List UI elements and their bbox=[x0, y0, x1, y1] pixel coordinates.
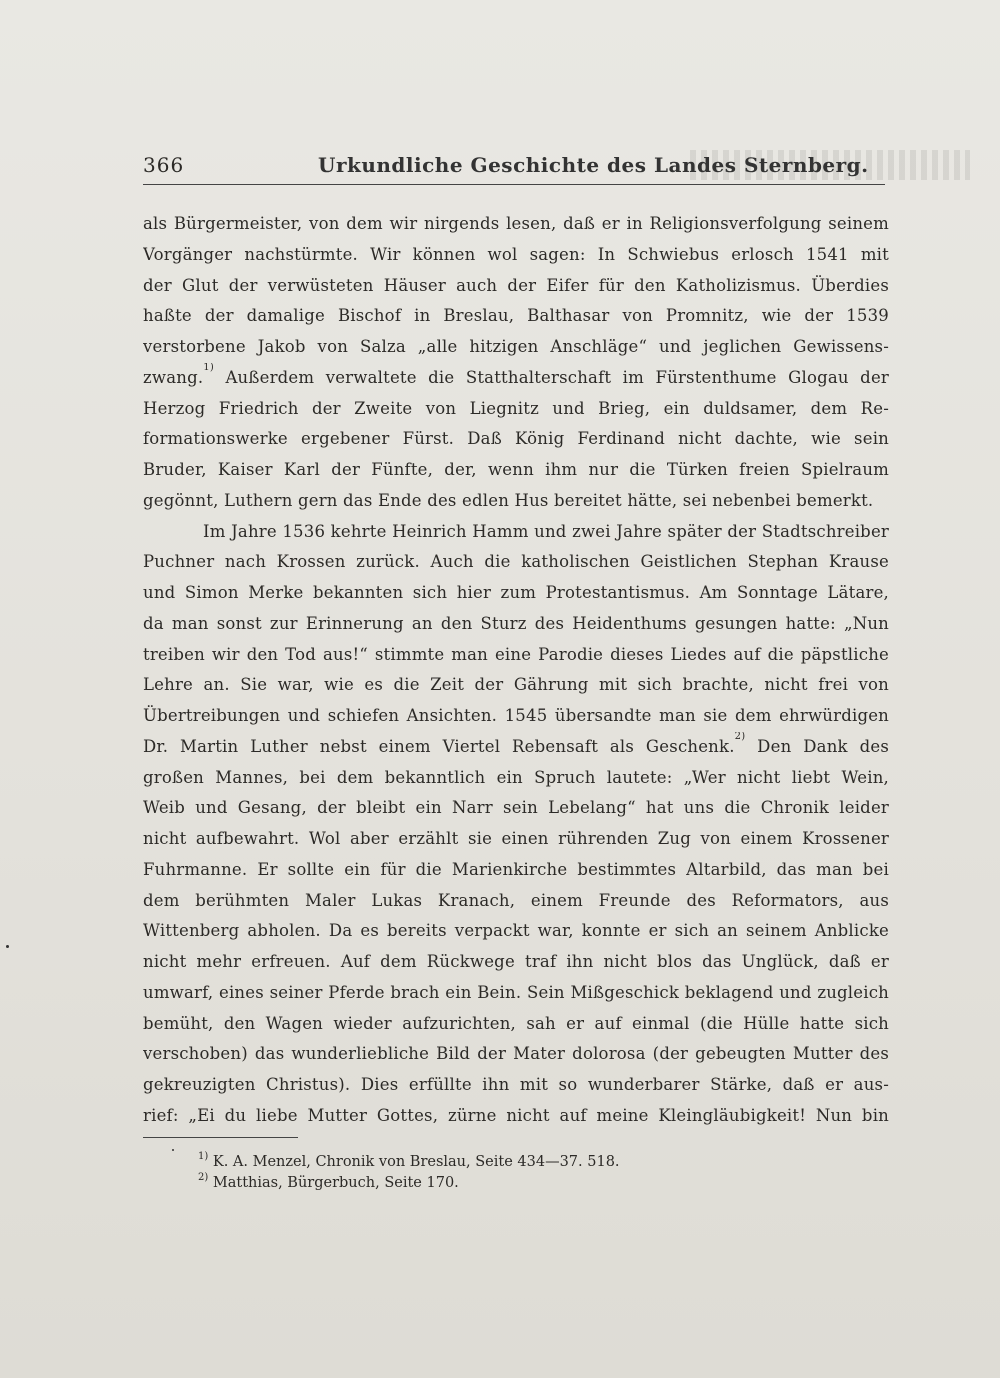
line-text: zwang. bbox=[143, 367, 204, 387]
text-line bbox=[143, 609, 889, 640]
footnote-text: K. A. Menzel, Chronik von Breslau, Seite 434—37. 518. bbox=[208, 1154, 620, 1170]
text-line bbox=[143, 916, 889, 947]
text-line bbox=[143, 486, 889, 517]
line-text: Dr. Martin Luther nebst einem Viertel Rebensaft als Geschenk. bbox=[143, 736, 735, 756]
text-line bbox=[143, 301, 889, 332]
line-text: nicht mehr erfreuen. Auf dem Rückwege traf ihn nicht blos das Unglück, daß er bbox=[143, 952, 889, 971]
text-line bbox=[143, 732, 889, 763]
text-line bbox=[143, 947, 889, 978]
line-text: treiben wir den Tod aus!“ stimmte man eine Parodie dieses Liedes auf die päpstliche bbox=[143, 644, 889, 664]
line-text: als Bürgermeister, von dem wir nirgends lesen, daß er in Religionsverfolgung seinem bbox=[143, 214, 889, 233]
scan-speck bbox=[172, 1149, 174, 1151]
footnote-reference: 1) bbox=[203, 362, 214, 373]
text-line bbox=[143, 209, 889, 240]
footnote-reference: 2) bbox=[734, 731, 746, 742]
line-text: umwarf, eines seiner Pferde brach ein Bein. Sein Mißgeschick beklagend und zugleich bbox=[143, 982, 889, 1002]
text-line bbox=[143, 701, 889, 732]
text-line bbox=[143, 793, 889, 824]
footnote-rule bbox=[143, 1137, 298, 1138]
text-line bbox=[143, 1039, 889, 1070]
line-text: Den Dank des bbox=[745, 736, 889, 756]
text-line bbox=[143, 855, 889, 886]
header-rule bbox=[143, 184, 885, 185]
footnote bbox=[198, 1173, 798, 1194]
line-text: Übertreibungen und schiefen Ansichten. 1545 übersandte man sie dem ehrwürdigen bbox=[143, 706, 889, 725]
line-text: großen Mannes, bei dem bekanntlich ein Spruch lautete: „Wer nicht liebt Wein, bbox=[143, 767, 889, 787]
line-text: der Glut der verwüsteten Häuser auch der Eifer für den Katholizismus. Überdies bbox=[143, 275, 889, 295]
line-text: verschoben) das wunderliebliche Bild der Mater dolorosa (der gebeugten Mutter des bbox=[143, 1044, 889, 1064]
text-line bbox=[143, 271, 889, 302]
footnote-mark: 2) bbox=[198, 1172, 209, 1183]
footnote-text: Matthias, Bürgerbuch, Seite 170. bbox=[208, 1175, 459, 1191]
line-text: da man sonst zur Erinnerung an den Sturz des Heidenthums gesungen hatte: „Nun bbox=[143, 613, 889, 633]
text-line bbox=[143, 363, 889, 394]
text-line bbox=[143, 1101, 889, 1132]
line-text: und Simon Merke bekannten sich hier zum Protestantismus. Am Sonntage Lätare, bbox=[143, 583, 889, 602]
line-text: bemüht, den Wagen wieder aufzurichten, sah er auf einmal (die Hülle hatte sich bbox=[143, 1013, 889, 1033]
text-line bbox=[143, 670, 889, 701]
line-text: Puchner nach Krossen zurück. Auch die katholischen Geistlichen Stephan Krause bbox=[143, 552, 889, 572]
line-text: haßte der damalige Bischof in Breslau, Balthasar von Promnitz, wie der 1539 bbox=[143, 306, 889, 326]
scan-speck bbox=[6, 945, 9, 948]
text-line bbox=[143, 978, 889, 1009]
line-text: gegönnt, Luthern gern das Ende des edlen Hus bereitet hätte, sei nebenbei bemerkt. bbox=[143, 490, 874, 510]
text-line bbox=[143, 1009, 889, 1040]
text-line bbox=[143, 240, 889, 271]
page-header bbox=[143, 153, 885, 183]
line-text: Fuhrmanne. Er sollte ein für die Marienkirche bestimmtes Altarbild, das man bei bbox=[143, 859, 889, 879]
page-number: 366 bbox=[143, 153, 185, 177]
text-line bbox=[143, 517, 889, 548]
line-text: gekreuzigten Christus). Dies erfüllte ihn mit so wunderbarer Stärke, daß er aus- bbox=[143, 1075, 889, 1094]
text-line bbox=[143, 1070, 889, 1101]
text-line bbox=[143, 640, 889, 671]
text-line bbox=[143, 455, 889, 486]
text-line bbox=[143, 886, 889, 917]
line-text: Vorgänger nachstürmte. Wir können wol sagen: In Schwiebus erlosch 1541 mit bbox=[143, 244, 889, 264]
footnote bbox=[198, 1152, 798, 1173]
line-text: verstorbene Jakob von Salza „alle hitzigen Anschläge“ und jeglichen Gewissens- bbox=[143, 337, 889, 356]
footnote-mark: 1) bbox=[198, 1151, 209, 1162]
text-line bbox=[143, 763, 889, 794]
running-title: Urkundliche Geschichte des Landes Sternberg. bbox=[318, 153, 869, 177]
text-line bbox=[143, 424, 889, 455]
text-line bbox=[143, 578, 889, 609]
footnotes bbox=[198, 1152, 798, 1194]
text-line bbox=[143, 547, 889, 578]
line-text: Wittenberg abholen. Da es bereits verpackt war, konnte er sich an seinem Anblicke bbox=[143, 921, 889, 941]
text-line bbox=[143, 824, 889, 855]
line-text: Weib und Gesang, der bleibt ein Narr sein Lebelang“ hat uns die Chronik leider bbox=[143, 798, 889, 818]
line-text: dem berühmten Maler Lukas Kranach, einem Freunde des Reformators, aus bbox=[143, 890, 889, 910]
line-text: formationswerke ergebener Fürst. Daß König Ferdinand nicht dachte, wie sein bbox=[143, 429, 889, 449]
line-text: Herzog Friedrich der Zweite von Liegnitz und Brieg, ein duldsamer, dem Re- bbox=[143, 398, 889, 418]
line-text: Außerdem verwaltete die Statthalterschaft im Fürstenthume Glogau der bbox=[213, 367, 889, 387]
line-text: Im Jahre 1536 kehrte Heinrich Hamm und zwei Jahre später der Stadtschreiber bbox=[203, 521, 889, 541]
text-line bbox=[143, 332, 889, 363]
line-text: Bruder, Kaiser Karl der Fünfte, der, wenn ihm nur die Türken freien Spielraum bbox=[143, 460, 889, 479]
line-text: rief: „Ei du liebe Mutter Gottes, zürne nicht auf meine Kleingläubigkeit! Nun bin bbox=[143, 1105, 889, 1125]
line-text: nicht aufbewahrt. Wol aber erzählt sie einen rührenden Zug von einem Krossener bbox=[143, 829, 889, 848]
body-text bbox=[143, 209, 889, 1132]
line-text: Lehre an. Sie war, wie es die Zeit der Gährung mit sich brachte, nicht frei von bbox=[143, 675, 889, 695]
text-line bbox=[143, 394, 889, 425]
